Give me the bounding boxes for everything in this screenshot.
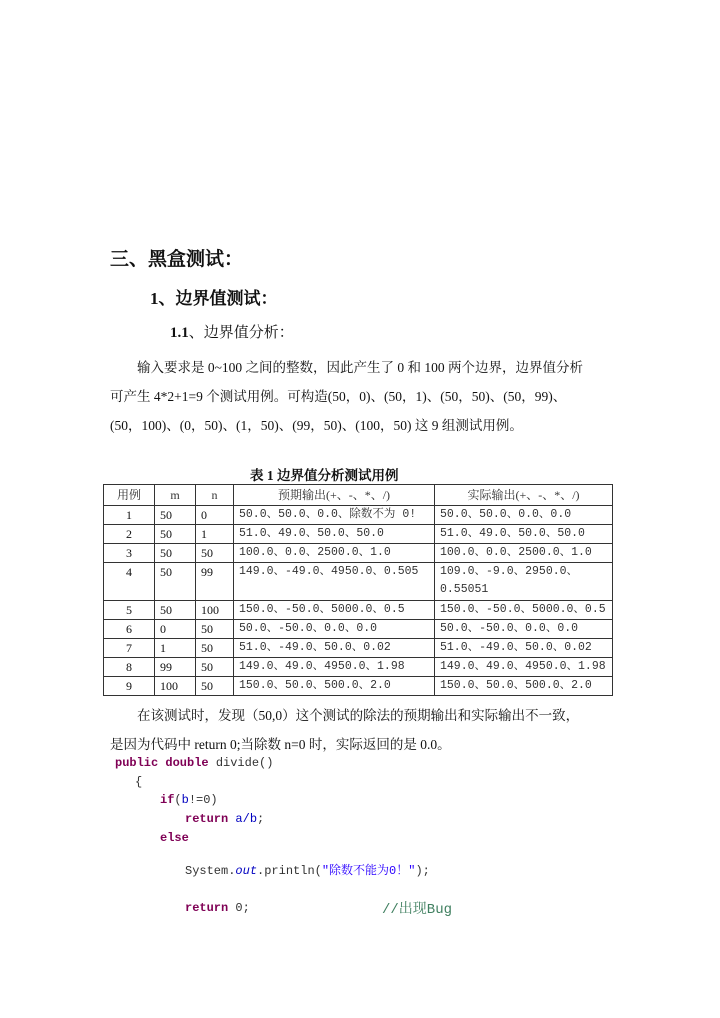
table-row <box>104 639 613 658</box>
code-keyword: public double <box>115 756 209 770</box>
cell-m: 0 <box>155 620 196 639</box>
cell-case: 7 <box>104 639 155 658</box>
code-line <box>185 861 430 878</box>
code-text: !=0) <box>188 793 218 807</box>
cell-n: 1 <box>196 525 234 544</box>
code-text: ( <box>174 793 182 807</box>
cell-actual: 150.0、-50.0、5000.0、0.5 <box>435 601 613 620</box>
code-field: out <box>235 864 258 878</box>
code-text: 0; <box>228 901 250 915</box>
cell-expected: 51.0、49.0、50.0、50.0 <box>234 525 435 544</box>
table-row <box>104 601 613 620</box>
cell-case: 9 <box>104 677 155 696</box>
cell-n: 50 <box>196 658 234 677</box>
cell-m: 50 <box>155 544 196 563</box>
cell-expected: 50.0、50.0、0.0、除数不为 0! <box>234 506 435 525</box>
code-variable: b <box>181 793 189 807</box>
finding-line: 在该测试时，发现（50,0）这个测试的除法的预期输出和实际输出不一致， <box>137 708 580 723</box>
table-row <box>104 563 613 601</box>
cell-m: 99 <box>155 658 196 677</box>
table-row <box>104 620 613 639</box>
code-line <box>160 831 189 845</box>
code-text: System. <box>185 864 236 878</box>
code-text: divide() <box>208 756 274 770</box>
code-line <box>115 756 273 770</box>
cell-case: 2 <box>104 525 155 544</box>
table-row <box>104 525 613 544</box>
code-keyword: else <box>160 831 189 845</box>
cell-m: 50 <box>155 563 196 601</box>
cell-case: 6 <box>104 620 155 639</box>
code-line <box>185 812 264 826</box>
code-string: "除数不能为0！" <box>321 864 416 878</box>
cell-expected: 100.0、0.0、2500.0、1.0 <box>234 544 435 563</box>
code-comment: //出现Bug <box>382 902 453 918</box>
cell-expected: 150.0、50.0、500.0、2.0 <box>234 677 435 696</box>
cell-n: 50 <box>196 620 234 639</box>
header-expected: 预期输出(+、-、*、/) <box>234 485 435 506</box>
cell-m: 50 <box>155 525 196 544</box>
code-keyword: return <box>185 901 229 915</box>
code-text: .println( <box>257 864 322 878</box>
intro-line: (50，100)、(0，50)、(1，50)、(99，50)、(100，50) 这 9 组测试用例。 <box>110 418 523 433</box>
intro-line: 可产生 4*2+1=9 个测试用例。可构造(50，0)、(50，1)、(50，50)、(50，99)、 <box>110 389 567 404</box>
header-m: m <box>155 485 196 506</box>
subsubsection-text: 、边界值分析： <box>188 325 294 341</box>
cell-actual: 51.0、49.0、50.0、50.0 <box>435 525 613 544</box>
subsection-title: 1、边界值测试： <box>150 289 278 308</box>
boundary-test-table <box>103 484 613 696</box>
cell-actual: 51.0、-49.0、50.0、0.02 <box>435 639 613 658</box>
cell-n: 50 <box>196 544 234 563</box>
cell-m: 50 <box>155 601 196 620</box>
subsubsection-title <box>170 321 294 342</box>
header-actual: 实际输出(+、-、*、/) <box>435 485 613 506</box>
code-line <box>185 901 250 915</box>
cell-actual: 50.0、-50.0、0.0、0.0 <box>435 620 613 639</box>
subsubsection-number: 1.1 <box>170 325 189 341</box>
cell-case: 8 <box>104 658 155 677</box>
table-header-row <box>104 485 613 506</box>
cell-case: 4 <box>104 563 155 601</box>
header-n: n <box>196 485 234 506</box>
table-row <box>104 677 613 696</box>
cell-expected: 51.0、-49.0、50.0、0.02 <box>234 639 435 658</box>
code-line: { <box>135 775 143 789</box>
cell-expected: 150.0、-50.0、5000.0、0.5 <box>234 601 435 620</box>
cell-actual: 149.0、49.0、4950.0、1.98 <box>435 658 613 677</box>
code-text: ); <box>415 864 430 878</box>
cell-m: 1 <box>155 639 196 658</box>
code-keyword: return <box>185 812 229 826</box>
cell-m: 50 <box>155 506 196 525</box>
intro-line: 输入要求是 0~100 之间的整数，因此产生了 0 和 100 两个边界，边界值分析 <box>137 360 584 375</box>
table-row <box>104 544 613 563</box>
cell-n: 50 <box>196 677 234 696</box>
cell-n: 100 <box>196 601 234 620</box>
code-keyword: if <box>160 793 175 807</box>
cell-n: 50 <box>196 639 234 658</box>
cell-case: 1 <box>104 506 155 525</box>
cell-expected: 149.0、-49.0、4950.0、0.505 <box>234 563 435 601</box>
header-case: 用例 <box>104 485 155 506</box>
table-caption: 表 1 边界值分析测试用例 <box>250 468 399 483</box>
cell-n: 0 <box>196 506 234 525</box>
cell-case: 3 <box>104 544 155 563</box>
finding-line: 是因为代码中 return 0;当除数 n=0 时，实际返回的是 0.0。 <box>110 737 451 752</box>
code-line <box>160 793 218 807</box>
cell-m: 100 <box>155 677 196 696</box>
section-title: 三、黑盒测试： <box>110 249 244 270</box>
cell-expected: 149.0、49.0、4950.0、1.98 <box>234 658 435 677</box>
table-row <box>104 658 613 677</box>
cell-case: 5 <box>104 601 155 620</box>
cell-actual: 109.0、-9.0、2950.0、0.55051 <box>435 563 613 601</box>
code-variable: a/b <box>235 812 258 826</box>
code-text: ; <box>257 812 265 826</box>
table-row <box>104 506 613 525</box>
cell-actual: 50.0、50.0、0.0、0.0 <box>435 506 613 525</box>
cell-expected: 50.0、-50.0、0.0、0.0 <box>234 620 435 639</box>
cell-n: 99 <box>196 563 234 601</box>
cell-actual: 100.0、0.0、2500.0、1.0 <box>435 544 613 563</box>
cell-actual: 150.0、50.0、500.0、2.0 <box>435 677 613 696</box>
